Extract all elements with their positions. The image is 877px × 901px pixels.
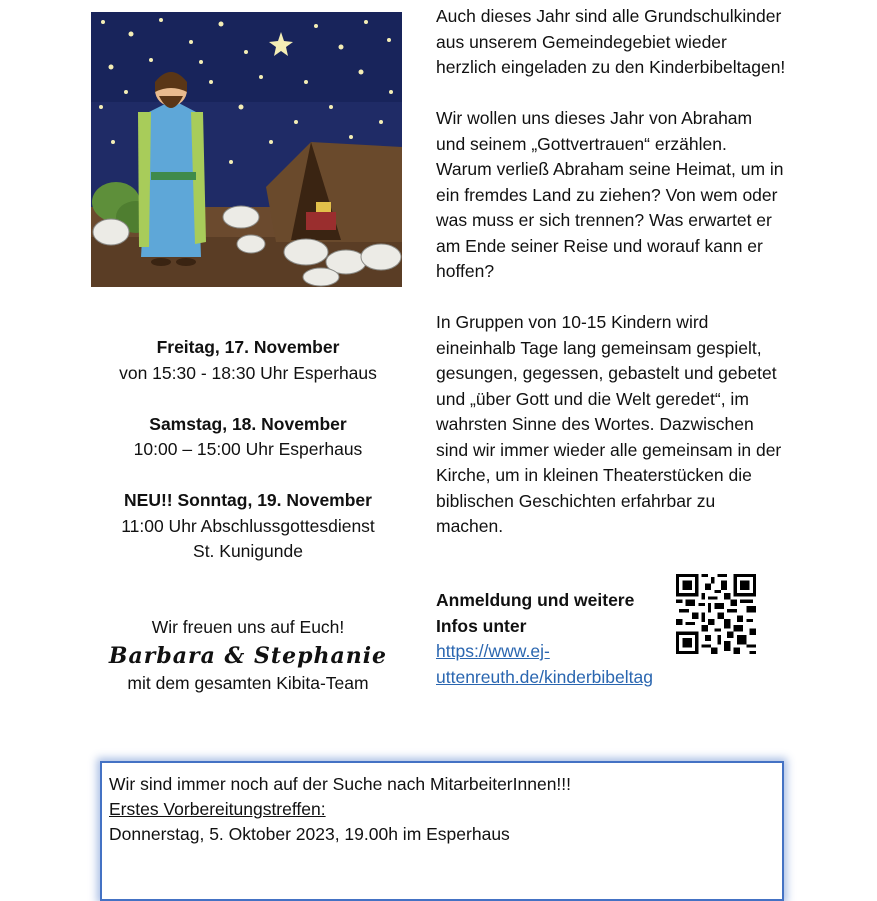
schedule-details: St. Kunigunde xyxy=(193,541,303,561)
intro-paragraph-2: Wir wollen uns dieses Jahr von Abraham und seinem „Gottvertrauen“ erzählen. Warum verließ Abraham seine Heimat, um in ein fremdes Land zu ziehen? Von wem oder was muss er sich trennen? Was erwartet er am Ende seiner Reise und worauf kann er hoffen? xyxy=(436,108,784,281)
team-line: mit dem gesamten Kibita-Team xyxy=(127,672,369,693)
schedule-day: Samstag, 18. November xyxy=(149,413,347,434)
registration xyxy=(436,588,676,690)
schedule-details: 10:00 – 15:00 Uhr Esperhaus xyxy=(133,439,363,459)
schedule-details: von 15:30 - 18:30 Uhr Esperhaus xyxy=(119,362,377,383)
intro-paragraph-3: In Gruppen von 10-15 Kindern wird eineinhalb Tage lang gemeinsam gespielt, gesungen, gegessen, gebastelt und gebetet und „über Gott und die Welt geredet“, im wahrsten Sinne des Wortes. Dazwischen sind wir immer wieder alle gemeinsam in der Kirche, um in kleinen Theaterstücken die biblischen Geschichten erfahrbar zu machen. xyxy=(436,312,782,536)
notice-line: Wir sind immer noch auf der Suche nach MitarbeiterInnen!!! xyxy=(109,774,572,794)
abraham-illustration xyxy=(91,12,402,287)
volunteer-notice xyxy=(100,761,784,901)
notice-subheading: Erstes Vorbereitungstreffen: xyxy=(109,799,326,819)
qr-code xyxy=(676,574,756,654)
intro-paragraph-1: Auch dieses Jahr sind alle Grundschulkinder aus unserem Gemeindegebiet wieder herzlich eingeladen zu den Kinderbibeltagen! xyxy=(436,6,786,77)
signature: Barbara & Stephanie xyxy=(108,642,388,669)
schedule-day: Freitag, 17. November xyxy=(156,337,340,357)
registration-link-part: https://www.ej- xyxy=(436,641,550,661)
schedule xyxy=(91,335,405,565)
registration-heading: Infos unter xyxy=(436,615,527,636)
registration-link[interactable] xyxy=(436,641,653,687)
intro-text xyxy=(436,4,786,540)
registration-link-part: uttenreuth.de/kinderbibeltag xyxy=(436,666,653,687)
schedule-details: 11:00 Uhr Abschlussgottesdienst xyxy=(121,515,375,536)
registration-heading: Anmeldung und weitere xyxy=(436,590,635,610)
schedule-day: NEU!! Sonntag, 19. November xyxy=(124,490,372,510)
notice-line: Donnerstag, 5. Oktober 2023, 19.00h im Esperhaus xyxy=(109,824,510,844)
closing xyxy=(91,615,405,696)
greeting: Wir freuen uns auf Euch! xyxy=(151,617,345,637)
